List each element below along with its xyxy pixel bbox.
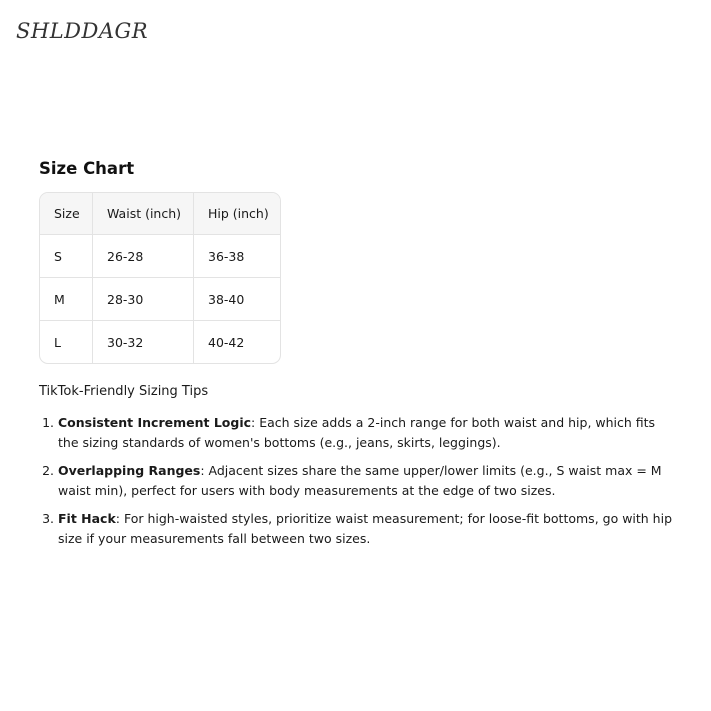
table-row [40,235,280,278]
cell-size: M [40,278,93,321]
size-chart-table [40,193,280,363]
brand-logo: SHLDDAGR [16,19,149,43]
tip-text: : Each size adds a 2-inch range for both waist and hip, which fits the sizing standards of women's bottoms (e.g., jeans, skirts, leggings). [58,415,656,450]
column-header-waist: Waist (inch) [93,193,194,235]
tips-list [39,413,679,549]
tip-title: Fit Hack [58,511,116,526]
size-chart-title: Size Chart [39,159,135,178]
size-chart-section [39,158,679,557]
table-row [40,278,280,321]
tips-heading: TikTok-Friendly Sizing Tips [39,384,209,399]
cell-hip: 36-38 [194,235,281,278]
cell-waist: 28-30 [93,278,194,321]
tip-text: : Adjacent sizes share the same upper/lower limits (e.g., S waist max = M waist min), perfect for users with body measurements at the edge of two sizes. [58,463,662,498]
tip-text: : For high-waisted styles, prioritize waist measurement; for loose-fit bottoms, go with hip size if your measurements fall between two sizes. [58,511,673,546]
list-item [58,509,679,549]
cell-waist: 26-28 [93,235,194,278]
tip-title: Overlapping Ranges [58,463,201,478]
list-item [58,413,679,453]
tip-title: Consistent Increment Logic [58,415,252,430]
cell-size: L [40,321,93,364]
cell-size: S [40,235,93,278]
cell-waist: 30-32 [93,321,194,364]
cell-hip: 38-40 [194,278,281,321]
table-row [40,321,280,364]
table-header-row [40,193,280,235]
cell-hip: 40-42 [208,334,245,350]
column-header-hip: Hip (inch) [194,193,281,235]
list-item [58,461,679,501]
size-chart-table-container [39,192,281,364]
column-header-size: Size [40,193,93,235]
